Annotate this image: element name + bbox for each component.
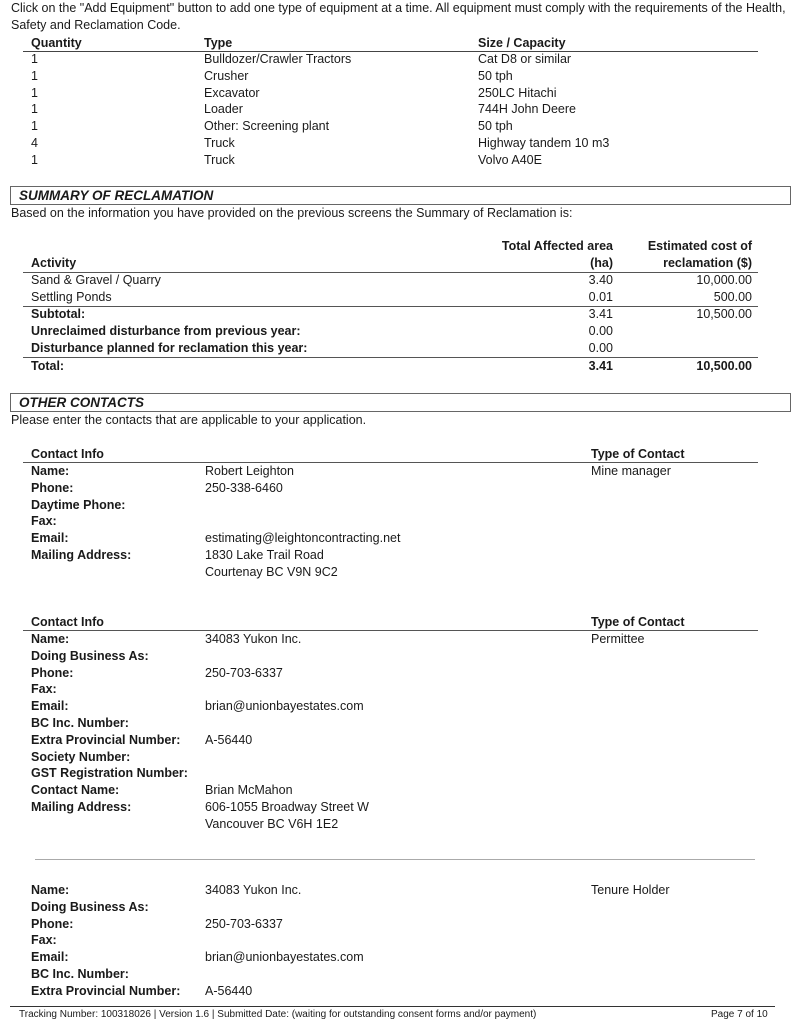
contact-field-value: Courtenay BC V9N 9C2: [205, 564, 338, 579]
equipment-quantity: 1: [31, 119, 38, 134]
contact-field-label: Extra Provincial Number:: [31, 983, 181, 998]
total-label: Total:: [31, 359, 65, 373]
contact-field-value: 250-338-6460: [205, 480, 283, 495]
contact-field-label: BC Inc. Number:: [31, 967, 129, 981]
contact-field-label: Phone:: [31, 480, 74, 495]
reclamation-row: [23, 272, 758, 289]
planned-area: 0.00: [588, 341, 613, 355]
column-type: Type: [204, 36, 233, 50]
contact-field-value: 250-703-6337: [205, 665, 283, 680]
activity-cost: 10,000.00: [696, 273, 752, 287]
equipment-type: Excavator: [204, 85, 260, 100]
activity-cost: 500.00: [713, 290, 752, 304]
equipment-size: 50 tph: [478, 119, 513, 134]
contact-type: Permittee: [591, 632, 645, 646]
contact-field-label: Fax:: [31, 514, 57, 529]
reclamation-row: [23, 289, 758, 306]
contact-field-label: Fax:: [31, 682, 57, 697]
contacts-description: Please enter the contacts that are applicable to your application.: [11, 413, 367, 427]
contact-field-label: GST Registration Number:: [31, 766, 188, 781]
contact-field-label: BC Inc. Number:: [31, 716, 129, 730]
contact-field-label: Extra Provincial Number:: [31, 732, 181, 747]
subtotal-label: Subtotal:: [31, 307, 86, 321]
equipment-type: Crusher: [204, 68, 249, 83]
contact-info-header: Contact Info: [31, 615, 104, 629]
unreclaimed-label: Unreclaimed disturbance from previous year:: [31, 324, 301, 338]
contact-field-label: Name:: [31, 464, 70, 478]
contact-field-label: Daytime Phone:: [31, 497, 126, 512]
contact-field-value: 34083 Yukon Inc.: [205, 632, 302, 646]
contact-field-value: Vancouver BC V6H 1E2: [205, 816, 339, 831]
reclamation-description: Based on the information you have provided on the previous screens the Summary of Reclamation is:: [11, 206, 573, 220]
equipment-type: Loader: [204, 102, 243, 117]
activity-area: 0.01: [588, 290, 613, 304]
reclamation-table-header: [23, 238, 758, 272]
equipment-size: Cat D8 or similar: [478, 52, 572, 66]
contact-info-header: Contact Info: [31, 447, 104, 461]
equipment-size: Volvo A40E: [478, 152, 542, 167]
contact-field-label: Mailing Address:: [31, 548, 132, 562]
footer-tracking: Tracking Number: 100318026 | Version 1.6 | Submitted Date: (waiting for outstanding consent forms and/or payment): [19, 1009, 537, 1020]
equipment-size: Highway tandem 10 m3: [478, 136, 610, 150]
contact-field-label: Fax:: [31, 933, 57, 948]
equipment-row: [23, 68, 758, 85]
equipment-row: [23, 101, 758, 118]
subtotal-cost: 10,500.00: [696, 307, 752, 321]
column-quantity: Quantity: [31, 36, 82, 50]
contact-type: Mine manager: [591, 464, 671, 478]
equipment-row: [23, 51, 758, 68]
contact-field-value: 250-703-6337: [205, 916, 283, 931]
contact-type-header: Type of Contact: [591, 615, 685, 629]
contact-field-value: estimating@leightoncontracting.net: [205, 531, 401, 546]
equipment-quantity: 1: [31, 52, 38, 66]
equipment-size: 744H John Deere: [478, 102, 576, 117]
contact-field-value: A-56440: [205, 983, 253, 998]
equipment-type: Truck: [204, 152, 235, 167]
column-area-line1: Total Affected area: [501, 239, 613, 253]
planned-label: Disturbance planned for reclamation this year:: [31, 341, 308, 355]
contact-field-label: Email:: [31, 531, 69, 546]
page-number: Page 7 of 10: [711, 1009, 768, 1020]
equipment-row: [23, 152, 758, 169]
contact-field-label: Name:: [31, 883, 70, 897]
activity-name: Settling Ponds: [31, 290, 112, 304]
total-area: 3.41: [588, 359, 613, 373]
unreclaimed-area: 0.00: [588, 324, 613, 338]
equipment-row: [23, 135, 758, 152]
contact-field-value: Robert Leighton: [205, 464, 294, 478]
equipment-type: Bulldozer/Crawler Tractors: [204, 52, 352, 66]
contact-field-value: A-56440: [205, 732, 253, 747]
column-cost-line1: Estimated cost of: [647, 239, 752, 253]
equipment-row: [23, 118, 758, 135]
contact-field-label: Email:: [31, 950, 69, 965]
equipment-quantity: 1: [31, 152, 38, 167]
contact-type: Tenure Holder: [591, 883, 670, 897]
contact-field-label: Doing Business As:: [31, 899, 149, 914]
equipment-quantity: 4: [31, 136, 38, 150]
column-size: Size / Capacity: [478, 36, 566, 50]
equipment-row: [23, 85, 758, 102]
contact-field-label: Mailing Address:: [31, 800, 132, 814]
reclamation-total-row: [23, 358, 758, 375]
contact-field-label: Doing Business As:: [31, 648, 149, 663]
contact-field-value: brian@unionbayestates.com: [205, 950, 364, 965]
equipment-quantity: 1: [31, 68, 38, 83]
equipment-quantity: 1: [31, 102, 38, 117]
contact-header-rule: [23, 630, 758, 631]
reclamation-subtotal-row: [23, 306, 758, 323]
total-cost: 10,500.00: [696, 359, 752, 373]
equipment-table-header: [23, 35, 758, 52]
contact-field-label: Phone:: [31, 665, 74, 680]
equipment-size: 50 tph: [478, 68, 513, 83]
subtotal-area: 3.41: [588, 307, 613, 321]
contact-field-label: Contact Name:: [31, 783, 120, 798]
reclamation-unreclaimed-row: [23, 323, 758, 340]
reclamation-planned-row: [23, 340, 758, 357]
equipment-type: Other: Screening plant: [204, 119, 330, 134]
contact-field-value: 606-1055 Broadway Street W: [205, 800, 369, 814]
contact-field-value: Brian McMahon: [205, 783, 293, 798]
column-area-line2: (ha): [590, 256, 613, 270]
contact-field-value: 34083 Yukon Inc.: [205, 883, 302, 897]
activity-area: 3.40: [588, 273, 613, 287]
equipment-size: 250LC Hitachi: [478, 85, 557, 100]
section-header-contacts: OTHER CONTACTS: [10, 393, 791, 412]
contact-type-header: Type of Contact: [591, 447, 685, 461]
column-cost-line2: reclamation ($): [663, 256, 752, 270]
equipment-instructions: Click on the "Add Equipment" button to add one type of equipment at a time. All equipment must comply with the requirements of the Health, Safety and Reclamation Code.: [11, 1, 786, 32]
equipment-type: Truck: [204, 136, 235, 150]
contact-separator: [35, 859, 755, 860]
contact-field-label: Name:: [31, 632, 70, 646]
footer-rule: [10, 1006, 775, 1007]
contact-field-label: Phone:: [31, 916, 74, 931]
column-activity: Activity: [31, 256, 77, 270]
contact-field-label: Email:: [31, 699, 69, 714]
contact-field-value: 1830 Lake Trail Road: [205, 548, 324, 562]
equipment-quantity: 1: [31, 85, 38, 100]
contact-field-label: Society Number:: [31, 749, 131, 764]
section-header-reclamation: SUMMARY OF RECLAMATION: [10, 186, 791, 205]
activity-name: Sand & Gravel / Quarry: [31, 273, 161, 287]
contact-field-value: brian@unionbayestates.com: [205, 699, 364, 714]
